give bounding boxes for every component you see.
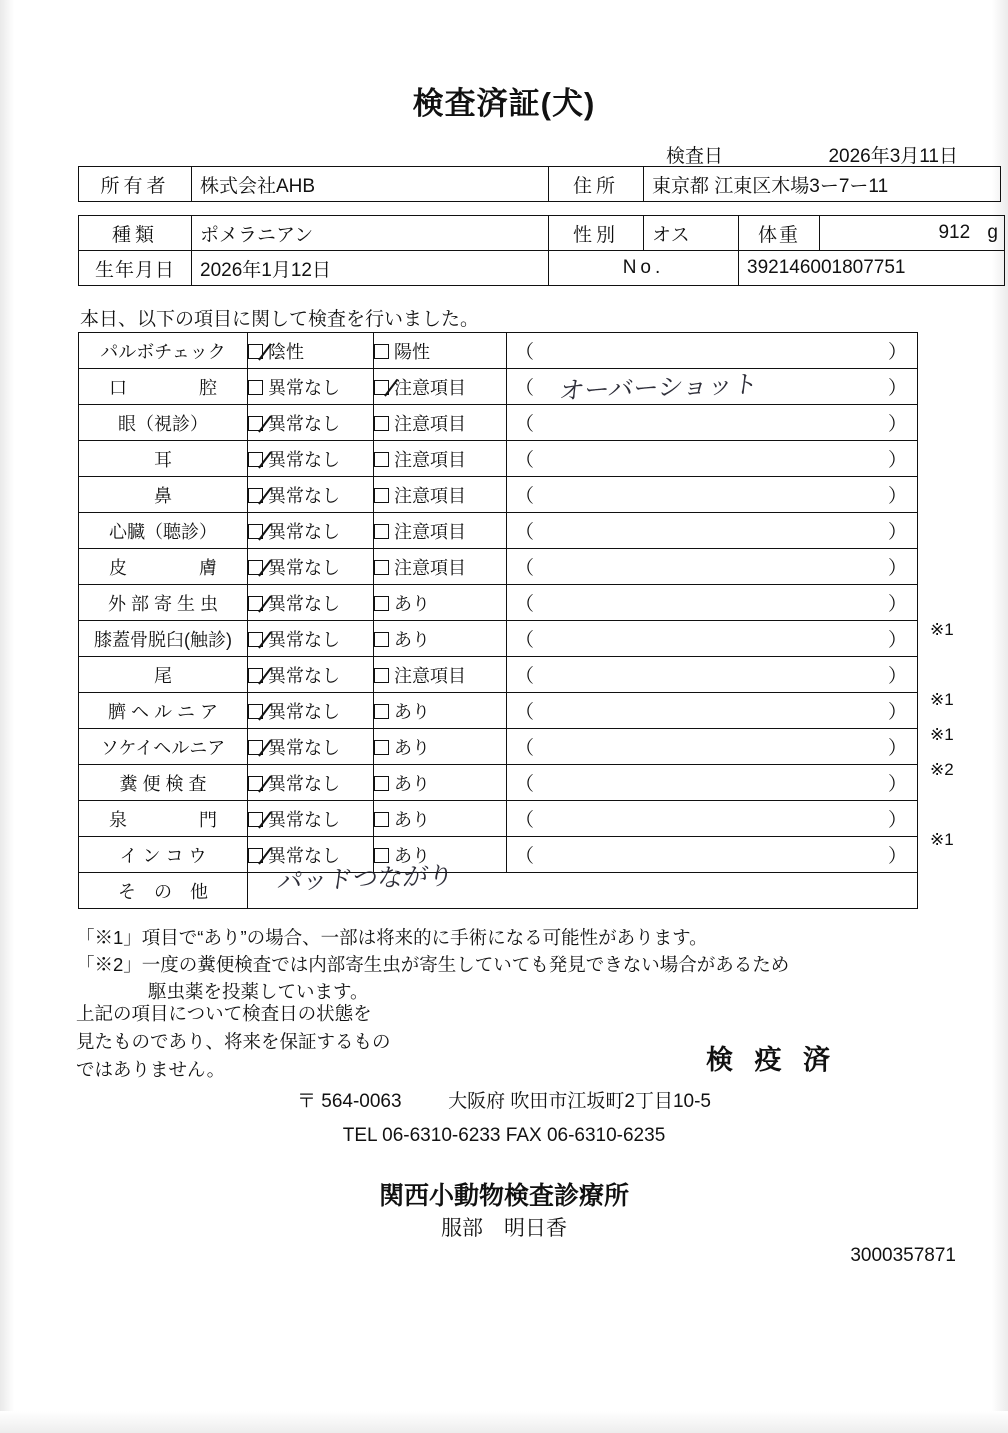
paren-left: （ (515, 594, 535, 615)
item-option-1-label: 異常なし (268, 413, 340, 434)
checkbox-icon[interactable] (374, 632, 389, 647)
clinic-address (0, 1086, 1008, 1113)
table-row (79, 167, 1001, 202)
item-option-1[interactable] (248, 333, 374, 369)
item-option-1-label: 異常なし (268, 593, 340, 614)
checkbox-icon[interactable] (248, 452, 263, 467)
item-note-field[interactable] (507, 801, 918, 837)
item-name: ソケイヘルニア (79, 729, 248, 765)
item-name: 鼻 (79, 477, 248, 513)
paren-left: （ (515, 846, 535, 867)
item-option-1[interactable] (248, 369, 374, 405)
breed-value: ポメラニアン (192, 216, 549, 251)
checkbox-icon[interactable] (374, 560, 389, 575)
item-note-field[interactable] (507, 549, 918, 585)
item-option-2-label: 注意項目 (394, 665, 466, 686)
paren-left: （ (515, 378, 535, 399)
item-option-2-label: あり (394, 629, 430, 650)
item-option-1[interactable] (248, 801, 374, 837)
item-option-2-label: 陽性 (394, 341, 430, 362)
checkbox-icon[interactable] (374, 776, 389, 791)
paren-right: ） (887, 414, 907, 435)
clinic-postal: 〒 564-0063 (296, 1091, 402, 1112)
item-option-1-label: 異常なし (268, 449, 340, 470)
item-name: 皮 膚 (79, 549, 248, 585)
paren-left: （ (515, 342, 535, 363)
paren-right: ） (887, 594, 907, 615)
item-option-2-label: あり (394, 809, 430, 830)
item-name: 泉 門 (79, 801, 248, 837)
no-label: No. (549, 251, 739, 286)
item-note-field[interactable] (507, 477, 918, 513)
item-note-field[interactable] (507, 729, 918, 765)
paren-right: ） (887, 558, 907, 579)
paren-right: ） (887, 378, 907, 399)
table-row (79, 657, 918, 693)
exam-date-label: 検査日 (665, 146, 723, 167)
table-row (79, 585, 918, 621)
item-note-field[interactable] (507, 621, 918, 657)
checkbox-icon[interactable] (248, 776, 263, 791)
table-row (79, 216, 1005, 251)
checkbox-icon[interactable] (374, 344, 389, 359)
paren-right: ） (887, 738, 907, 759)
paren-left: （ (515, 486, 535, 507)
item-option-2[interactable] (374, 333, 507, 369)
checkbox-icon[interactable] (374, 488, 389, 503)
animal-info-table (78, 215, 1005, 286)
item-name: 口 腔 (79, 369, 248, 405)
checkbox-icon[interactable] (248, 704, 263, 719)
item-option-2[interactable] (374, 765, 507, 801)
weight-value-cell (820, 216, 1005, 251)
item-option-1[interactable] (248, 621, 374, 657)
item-option-2-label: あり (394, 737, 430, 758)
handwritten-note: オーバーショット (557, 369, 760, 406)
item-option-1[interactable] (248, 657, 374, 693)
item-name: 外 部 寄 生 虫 (79, 585, 248, 621)
checkbox-icon[interactable] (374, 740, 389, 755)
owner-label: 所有者 (79, 167, 192, 202)
footnotes (76, 925, 956, 1005)
item-name: 耳 (79, 441, 248, 477)
paren-left: （ (515, 558, 535, 579)
item-name: 眼（視診） (79, 405, 248, 441)
sex-value: オス (644, 216, 739, 251)
table-row (79, 837, 918, 873)
item-note-field[interactable] (507, 441, 918, 477)
handwritten-other-note: パッドつながり (275, 860, 456, 897)
item-option-2[interactable] (374, 513, 507, 549)
checkbox-icon[interactable] (248, 524, 263, 539)
item-option-1[interactable] (248, 513, 374, 549)
paren-left: （ (515, 522, 535, 543)
item-option-1-label: 異常なし (268, 629, 340, 650)
item-name: イ ン コ ウ (79, 837, 248, 873)
item-option-2-label: 注意項目 (394, 413, 466, 434)
item-option-2[interactable] (374, 405, 507, 441)
item-option-1-label: 異常なし (268, 557, 340, 578)
table-row (79, 369, 918, 405)
item-option-2[interactable] (374, 441, 507, 477)
item-name: 糞 便 検 査 (79, 765, 248, 801)
checkbox-icon[interactable] (374, 416, 389, 431)
serial-number: 3000357871 (850, 1245, 956, 1266)
checkbox-icon[interactable] (374, 452, 389, 467)
item-name: 膝蓋骨脱臼(触診) (79, 621, 248, 657)
paren-left: （ (515, 738, 535, 759)
owner-table (78, 166, 1001, 202)
clinic-name: 関西小動物検査診療所 (378, 1182, 629, 1210)
item-option-1[interactable] (248, 765, 374, 801)
weight-value: 912 (938, 222, 971, 243)
checkbox-icon[interactable] (248, 740, 263, 755)
paren-left: （ (515, 774, 535, 795)
item-note-field[interactable] (507, 657, 918, 693)
paren-right: ） (887, 486, 907, 507)
checkbox-icon[interactable] (248, 812, 263, 827)
table-row (79, 729, 918, 765)
item-option-2[interactable] (374, 729, 507, 765)
checkbox-icon[interactable] (248, 344, 263, 359)
item-name: 臍 ヘ ル ニ ア (79, 693, 248, 729)
exam-date-value: 2026年3月11日 (828, 146, 958, 167)
item-name: 尾 (79, 657, 248, 693)
table-row (79, 765, 918, 801)
checkbox-icon[interactable] (374, 524, 389, 539)
item-option-1-label: 異常なし (268, 485, 340, 506)
item-option-2-label: あり (394, 701, 430, 722)
clinic-address-text: 大阪府 吹田市江坂町2丁目10-5 (448, 1091, 711, 1112)
paren-right: ） (887, 810, 907, 831)
table-row (79, 621, 918, 657)
disclaimer-line-3: ではありません。 (76, 1058, 226, 1080)
exam-note: 本日、以下の項目に関して検査を行いました。 (80, 309, 480, 330)
table-row (79, 801, 918, 837)
breed-label: 種類 (79, 216, 192, 251)
item-note-field[interactable] (507, 405, 918, 441)
scan-edge-bottom (0, 1411, 1008, 1433)
item-option-1[interactable] (248, 693, 374, 729)
paren-right: ） (887, 774, 907, 795)
item-name: パルボチェック (79, 333, 248, 369)
address-value: 東京都 江東区木場3ー7ー11 (644, 167, 1001, 202)
disclaimer-line-2: 見たものであり、将来を保証するもの (76, 1030, 391, 1052)
item-footnote-mark: ※1 (930, 690, 954, 709)
item-option-2-label: あり (394, 593, 430, 614)
disclaimer-line-1: 上記の項目について検査日の状態を (76, 1003, 372, 1024)
item-option-2-label: 注意項目 (394, 521, 466, 542)
address-label: 住所 (549, 167, 644, 202)
item-option-1-label: 異常なし (268, 665, 340, 686)
checkbox-icon[interactable] (374, 596, 389, 611)
footnote-2: 「※2」一度の糞便検査では内部寄生虫が寄生していても発見できない場合があるため (76, 953, 790, 975)
birth-label: 生年月日 (79, 251, 192, 286)
paren-left: （ (515, 630, 535, 651)
item-option-1-label: 陰性 (268, 341, 304, 362)
item-option-2[interactable] (374, 477, 507, 513)
paren-right: ） (887, 522, 907, 543)
item-option-1-label: 異常なし (268, 737, 340, 758)
birth-value: 2026年1月12日 (192, 251, 549, 286)
item-footnote-mark: ※1 (930, 725, 954, 744)
item-option-2[interactable] (374, 657, 507, 693)
checkbox-icon[interactable] (248, 668, 263, 683)
paren-left: （ (515, 666, 535, 687)
checkbox-icon[interactable] (374, 704, 389, 719)
item-option-2[interactable] (374, 369, 507, 405)
paren-right: ） (887, 630, 907, 651)
disclaimer (76, 1000, 391, 1083)
checkbox-icon[interactable] (248, 596, 263, 611)
item-note-field[interactable] (507, 837, 918, 873)
table-row (79, 477, 918, 513)
item-note-field[interactable] (507, 333, 918, 369)
paren-left: （ (515, 450, 535, 471)
paren-right: ） (887, 666, 907, 687)
checkbox-icon[interactable] (248, 416, 263, 431)
item-option-1[interactable] (248, 405, 374, 441)
clinic-tel: TEL 06-6310-6233 FAX 06-6310-6235 (342, 1125, 666, 1146)
paren-left: （ (515, 414, 535, 435)
paren-right: ） (887, 342, 907, 363)
footnote-1: 「※1」項目で“あり”の場合、一部は将来的に手術になる可能性があります。 (76, 927, 708, 948)
item-option-1-label: 異常なし (268, 521, 340, 542)
paren-right: ） (887, 846, 907, 867)
sex-label: 性別 (549, 216, 644, 251)
checkbox-icon[interactable] (374, 668, 389, 683)
item-option-1-label: 異常なし (268, 809, 340, 830)
checkbox-icon[interactable] (248, 848, 263, 863)
item-option-1[interactable] (248, 729, 374, 765)
paren-right: ） (887, 702, 907, 723)
weight-unit: g (987, 222, 998, 243)
item-option-1[interactable] (248, 477, 374, 513)
item-footnote-mark: ※1 (930, 830, 954, 849)
item-option-2-label: あり (394, 773, 430, 794)
other-label: そ の 他 (79, 873, 248, 909)
quarantine-stamp: 検 疫 済 (706, 1045, 838, 1075)
table-row (79, 251, 1005, 286)
table-row (79, 513, 918, 549)
item-footnote-mark: ※1 (930, 620, 954, 639)
item-note-field[interactable] (507, 765, 918, 801)
checkbox-icon[interactable] (374, 380, 389, 395)
item-option-1[interactable] (248, 549, 374, 585)
item-option-2[interactable] (374, 801, 507, 837)
item-note-field[interactable] (507, 585, 918, 621)
table-row (79, 441, 918, 477)
footnote-3: 駆虫薬を投薬しています。 (148, 980, 369, 1002)
item-name: 心臓（聴診） (79, 513, 248, 549)
no-value: 392146001807751 (739, 251, 1005, 286)
owner-value: 株式会社AHB (192, 167, 549, 202)
item-option-1-label: 異常なし (268, 773, 340, 794)
table-row (79, 405, 918, 441)
item-option-2[interactable] (374, 585, 507, 621)
exam-items-table (78, 332, 918, 909)
paren-right: ） (887, 450, 907, 471)
checkbox-icon[interactable] (248, 560, 263, 575)
item-option-2[interactable] (374, 549, 507, 585)
paren-left: （ (515, 702, 535, 723)
item-option-2[interactable] (374, 693, 507, 729)
item-option-2-label: 注意項目 (394, 485, 466, 506)
item-option-1-label: 異常なし (268, 845, 340, 866)
item-option-2-label: 注意項目 (394, 557, 466, 578)
item-option-1[interactable] (248, 441, 374, 477)
item-note-field[interactable] (507, 693, 918, 729)
item-option-2-label: あり (394, 845, 430, 866)
item-option-1-label: 異常なし (268, 701, 340, 722)
item-option-1-label: 異常なし (268, 377, 340, 398)
item-note-field[interactable] (507, 513, 918, 549)
checkbox-icon[interactable] (248, 488, 263, 503)
item-option-2[interactable] (374, 621, 507, 657)
table-row (79, 873, 918, 909)
weight-label: 体重 (739, 216, 820, 251)
table-row (79, 549, 918, 585)
checkbox-icon[interactable] (248, 380, 263, 395)
item-option-2-label: 注意項目 (394, 377, 466, 398)
table-row (79, 693, 918, 729)
table-row (79, 333, 918, 369)
exam-date-row (78, 141, 958, 167)
paren-left: （ (515, 810, 535, 831)
item-option-2-label: 注意項目 (394, 449, 466, 470)
item-option-1[interactable] (248, 585, 374, 621)
checkbox-icon[interactable] (248, 632, 263, 647)
veterinarian-name: 服部 明日香 (441, 1217, 567, 1240)
item-footnote-mark: ※2 (930, 760, 954, 779)
page-title: 検査済証(犬) (412, 86, 596, 121)
checkbox-icon[interactable] (374, 812, 389, 827)
